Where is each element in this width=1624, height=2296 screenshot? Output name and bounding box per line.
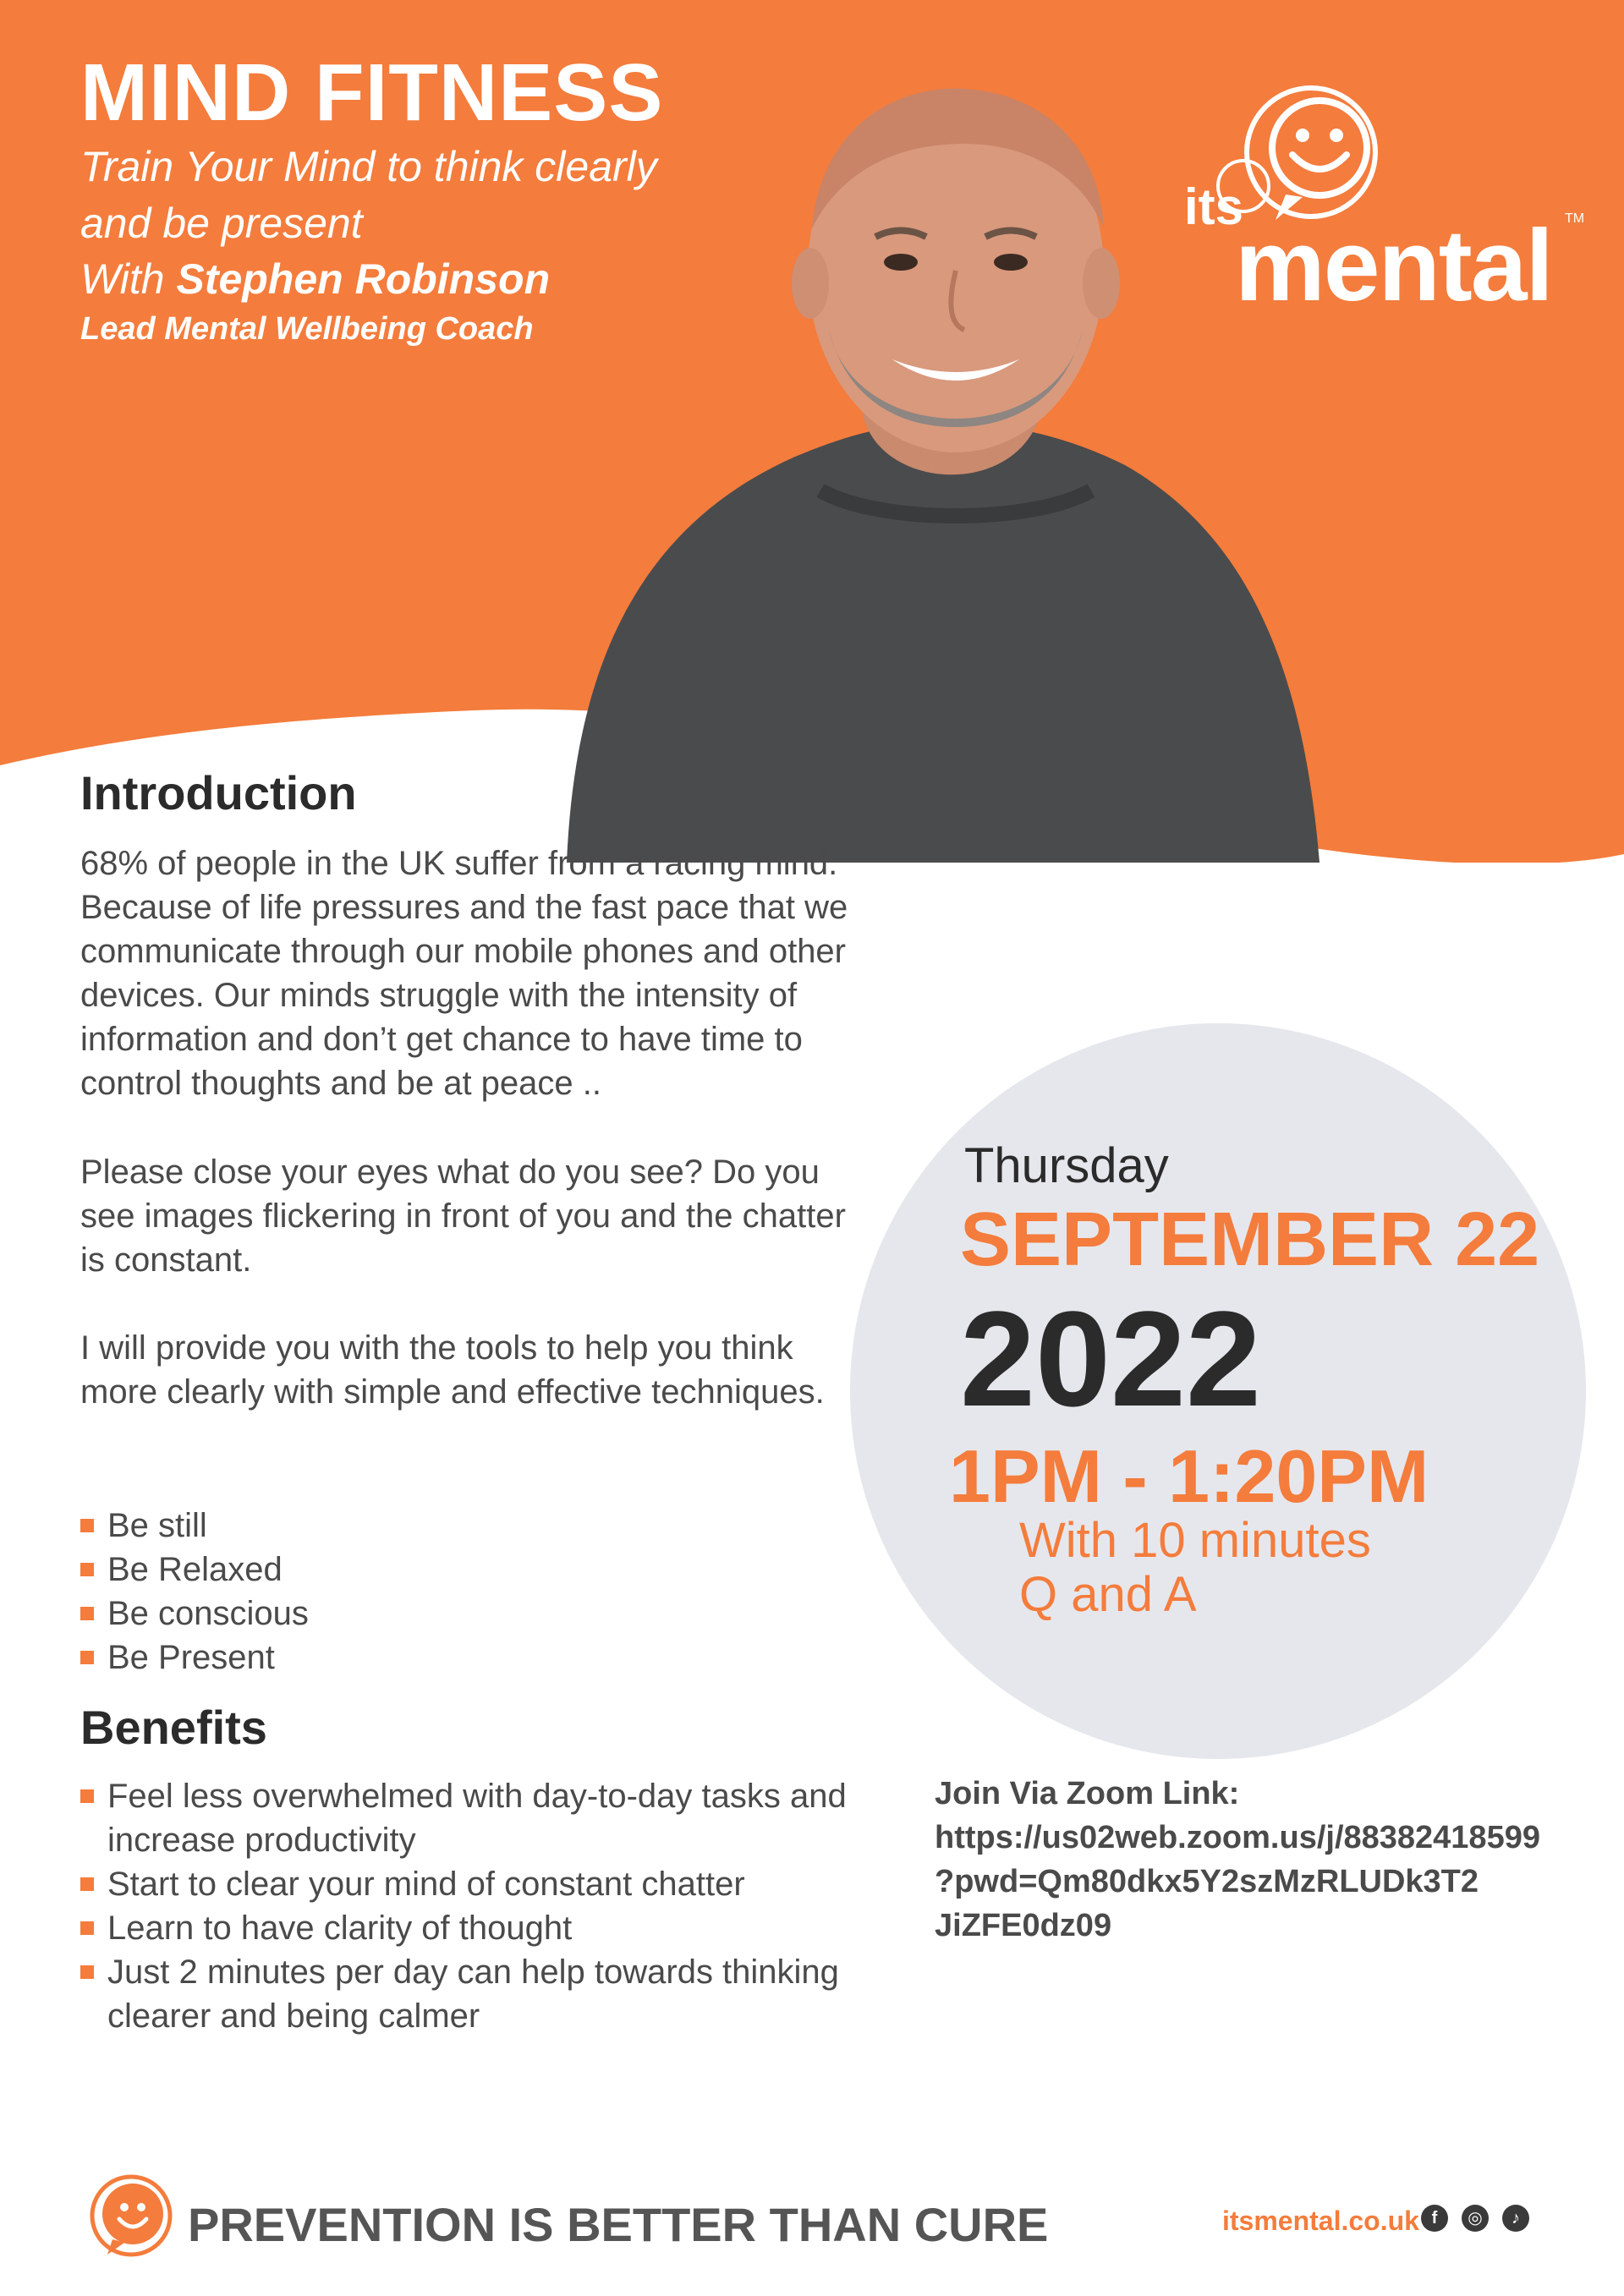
presenter-line xyxy=(80,252,550,306)
event-year: 2022 xyxy=(960,1283,1261,1434)
zoom-link-line-3[interactable]: JiZFE0dz09 xyxy=(935,1908,1112,1943)
benefits-list xyxy=(80,1774,892,2038)
presenter-role: Lead Mental Wellbeing Coach xyxy=(80,311,534,347)
subtitle-line-1: Train Your Mind to think clearly xyxy=(80,143,657,190)
introduction-heading: Introduction xyxy=(80,766,357,819)
list-item: Be still xyxy=(80,1504,309,1548)
event-month-date: SEPTEMBER 22 xyxy=(960,1197,1540,1282)
list-item: Be conscious xyxy=(80,1592,309,1636)
event-time: 1PM - 1:20PM xyxy=(949,1434,1429,1518)
event-day: Thursday xyxy=(964,1138,1169,1193)
intro-paragraph-1: 68% of people in the UK suffer from a racing mind. Because of life pressures and the fast pace that we communicate through our mobile phones and other devices. Our minds struggle with the intensity of information and don’t get chance to have time to control thoughts and be at peace .. xyxy=(80,845,848,1102)
twitter-icon[interactable]: ♪ xyxy=(1502,2205,1529,2232)
smiley-footer-icon xyxy=(89,2173,173,2258)
footer-slogan: PREVENTION IS BETTER THAN CURE xyxy=(188,2198,1049,2251)
zoom-link-line-1[interactable]: https://us02web.zoom.us/j/88382418599 xyxy=(935,1820,1540,1855)
list-item: Be Relaxed xyxy=(80,1548,309,1592)
website-link[interactable]: itsmental.co.uk xyxy=(1222,2206,1419,2236)
benefits-heading: Benefits xyxy=(80,1701,267,1754)
zoom-link-line-2[interactable]: ?pwd=Qm80dkx5Y2szMzRLUDk3T2 xyxy=(935,1864,1479,1899)
event-extra-line-2: Q and A xyxy=(1019,1567,1197,1622)
intro-paragraph-3: I will provide you with the tools to help you think more clearly with simple and effective techniques. xyxy=(80,1329,825,1411)
logo-trademark: TM xyxy=(1565,211,1585,226)
list-item: Just 2 minutes per day can help towards thinking clearer and being calmer xyxy=(80,1950,892,2038)
event-title: MIND FITNESS xyxy=(80,47,664,138)
presenter-name: Stephen Robinson xyxy=(176,255,551,303)
presenter-prefix: With xyxy=(80,255,165,303)
list-item: Learn to have clarity of thought xyxy=(80,1906,892,1950)
list-item: Be Present xyxy=(80,1636,309,1680)
event-extra xyxy=(1019,1514,1371,1622)
list-item: Feel less overwhelmed with day-to-day tasks and increase productivity xyxy=(80,1774,892,1862)
intro-bullet-list xyxy=(80,1504,309,1680)
logo-mental-text: mental xyxy=(1235,209,1552,322)
event-extra-line-1: With 10 minutes xyxy=(1019,1513,1371,1568)
facebook-icon[interactable]: f xyxy=(1421,2205,1448,2232)
zoom-label: Join Via Zoom Link: xyxy=(935,1776,1240,1811)
intro-paragraph-2: Please close your eyes what do you see? Do you see images flickering in front of you and the chatter is constant. xyxy=(80,1153,846,1279)
list-item: Start to clear your mind of constant chatter xyxy=(80,1862,892,1906)
zoom-link-block xyxy=(935,1772,1594,1948)
subtitle-line-2: and be present xyxy=(80,200,363,247)
instagram-icon[interactable]: ◎ xyxy=(1462,2205,1489,2232)
logo-its-text: its xyxy=(1184,178,1244,235)
